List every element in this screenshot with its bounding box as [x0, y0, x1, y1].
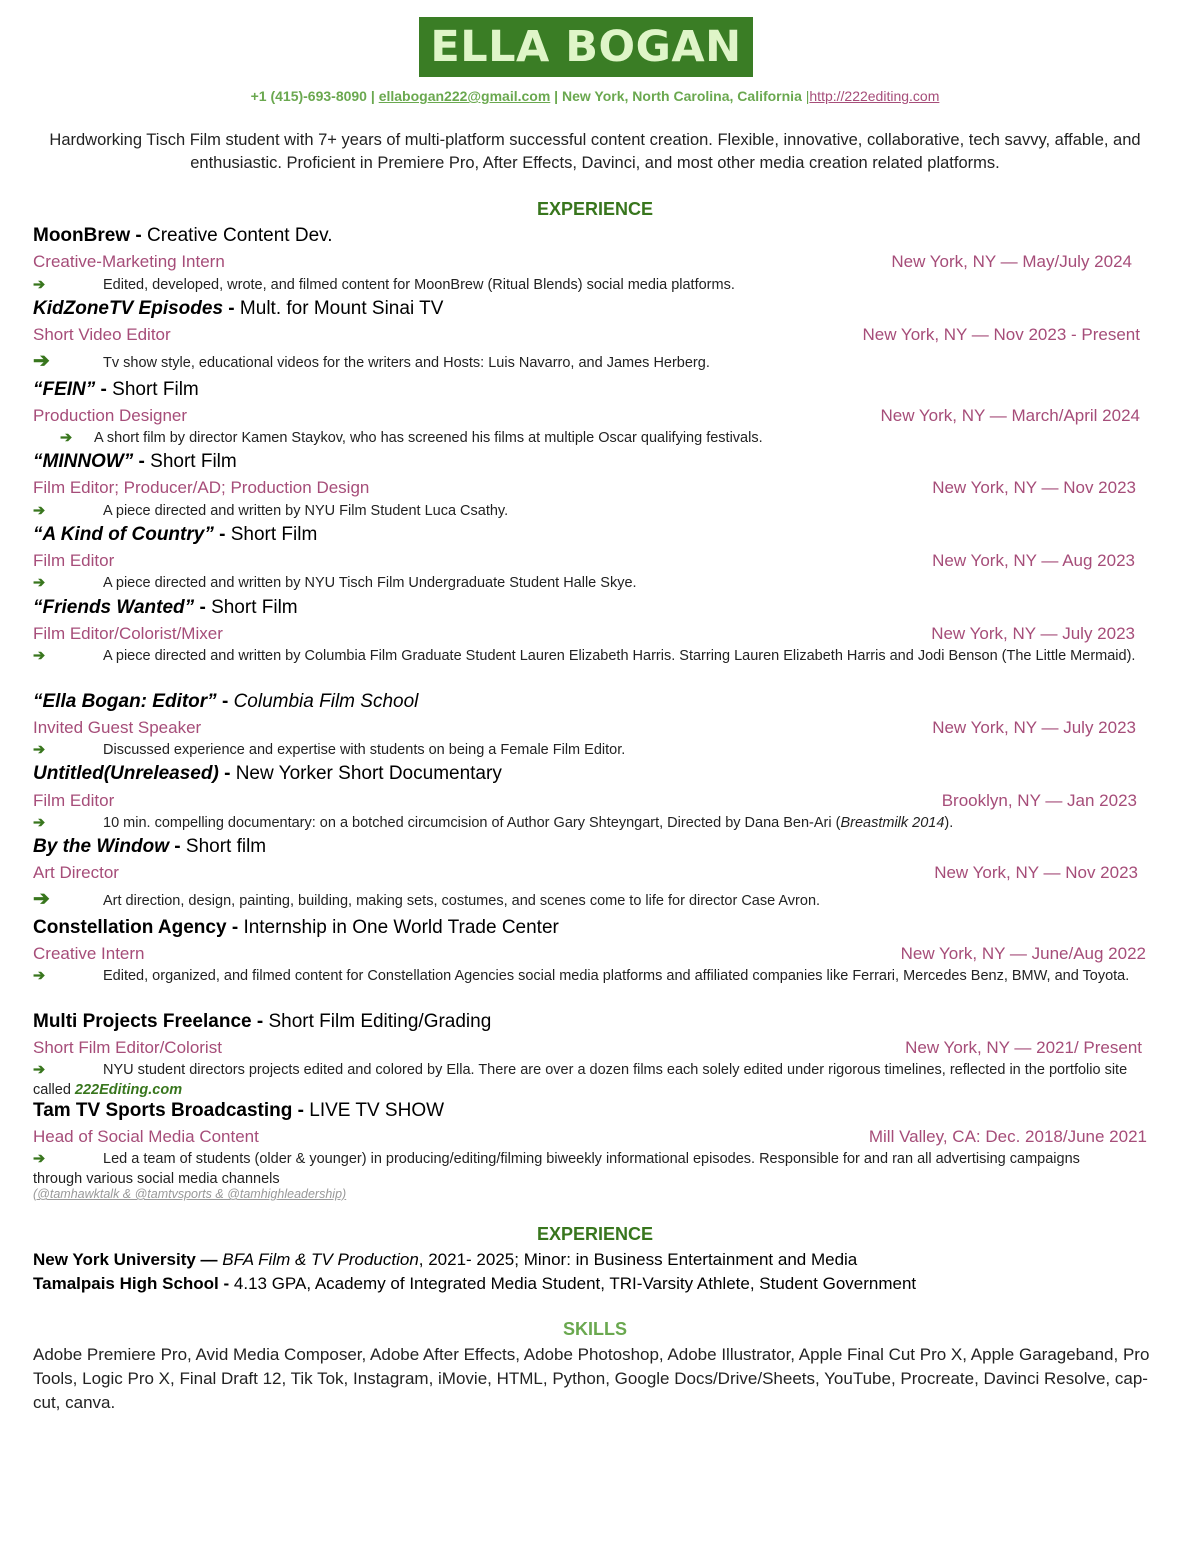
bullet-text: A piece directed and written by Columbia Film Graduate Student Lauren Elizabeth Harris. Starring Lauren Elizabeth Harris and Jodi Benson (The Little Mermaid). [103, 648, 1136, 664]
entry-title [33, 763, 502, 785]
education-heading: EXPERIENCE [536, 1224, 654, 1244]
bullet-text: A short film by director Kamen Staykov, who has screened his films at multiple Oscar qualifying festivals. [94, 430, 763, 446]
entry-dash: - [251, 1011, 269, 1032]
entry-org: Constellation Agency [33, 917, 227, 938]
entry-desc: Columbia Film School [233, 691, 419, 712]
entry-dash: - [95, 379, 113, 400]
entry-when: New York, NY — Nov 2023 [934, 863, 1138, 882]
entry-org: KidZoneTV Episodes [33, 298, 224, 319]
bullet-text: Edited, developed, wrote, and filmed content for MoonBrew (Ritual Blends) social media platforms. [103, 277, 735, 293]
entry-org: “MINNOW” [33, 451, 134, 472]
social-handles-link[interactable]: (@tamhawktalk & @tamtvsports & @tamhighleadership) [33, 1187, 347, 1201]
entry-desc: Short Film [230, 524, 318, 545]
bullet-text: Art direction, design, painting, building, making sets, costumes, and scenes come to life for director Case Avron. [103, 893, 821, 909]
education-item [33, 1274, 916, 1294]
arrow-icon: ➔ [33, 742, 46, 758]
entry-title [33, 691, 418, 713]
education-item [33, 1250, 857, 1270]
entry-title [33, 597, 298, 619]
experience-heading: EXPERIENCE [536, 199, 654, 219]
entry-bullet [33, 1149, 1103, 1189]
bullet-text: A piece directed and written by NYU Film Student Luca Csathy. [103, 503, 509, 519]
skills-list: Adobe Premiere Pro, Avid Media Composer, Adobe After Effects, Adobe Photoshop, Adobe Illustrator, Apple Final Cut Pro X, Apple Garageband, Pro Tools, Logic Pro X, Final Draft 12, Tik Tok, Instagram, iMovie, HTML, Python, Google Docs/Drive/Sheets, YouTube, Procreate, Davinci Resolve, cap-cut, canva. [33, 1345, 1150, 1412]
entry-desc: Internship in One World Trade Center [243, 917, 559, 938]
entry-role: Production Designer [33, 406, 188, 425]
arrow-icon: ➔ [33, 968, 46, 984]
website-link[interactable]: http://222editing.com [809, 88, 940, 104]
entry-dash: - [223, 298, 240, 319]
phone: +1 (415)-693-8090 [250, 88, 367, 104]
entry-org: “Friends Wanted” [33, 597, 195, 618]
separator: | [801, 88, 810, 104]
entry-bullet [33, 966, 1133, 986]
entry-title [33, 524, 317, 546]
bullet-text: Discussed experience and expertise with students on being a Female Film Editor. [103, 742, 626, 758]
education-details: 4.13 GPA, Academy of Integrated Media Student, TRI-Varsity Athlete, Student Government [233, 1274, 917, 1293]
locations: New York, North Carolina, California [562, 88, 802, 104]
entry-when: New York, NY — June/Aug 2022 [900, 944, 1146, 963]
name-banner [419, 17, 753, 77]
entry-org: Tam TV Sports Broadcasting [33, 1100, 293, 1121]
arrow-icon: ➔ [33, 888, 50, 910]
entry-when: New York, NY — March/April 2024 [880, 406, 1140, 425]
entry-bullet [33, 573, 1143, 593]
entry-desc: Mult. for Mount Sinai TV [239, 298, 444, 319]
entry-role: Head of Social Media Content [33, 1127, 259, 1146]
entry-role: Art Director [33, 863, 119, 882]
entry-desc: Creative Content Dev. [147, 225, 333, 246]
entry-title [33, 451, 237, 473]
entry-dash: - [213, 524, 231, 545]
school-name: Tamalpais High School - [33, 1274, 234, 1293]
bullet-text: Edited, organized, and filmed content for Constellation Agencies social media platforms and affiliated companies like Ferrari, Mercedes Benz, BMW, and Toyota. [103, 968, 1130, 984]
entry-desc: Short Film [150, 451, 237, 472]
entry-org: Multi Projects Freelance [33, 1011, 252, 1032]
entry-desc: Short Film [211, 597, 298, 618]
entry-role: Creative Intern [33, 944, 145, 963]
bullet-text-end: ). [944, 815, 954, 831]
entry-bullet [33, 740, 1143, 760]
entry-dash: - [169, 836, 186, 857]
entry-dash: - [218, 763, 236, 784]
entry-role: Short Video Editor [33, 325, 171, 344]
candidate-name: ELLA BOGAN [430, 22, 742, 72]
entry-role: Creative-Marketing Intern [33, 252, 225, 271]
entry-bullet [33, 275, 1143, 295]
separator: | [550, 88, 562, 104]
entry-bullet [33, 501, 1143, 521]
entry-title [33, 1011, 491, 1033]
arrow-icon: ➔ [33, 350, 50, 372]
arrow-icon: ➔ [33, 277, 46, 293]
bullet-text: Tv show style, educational videos for the writers and Hosts: Luis Navarro, and James Herberg. [103, 355, 710, 371]
entry-title [33, 917, 559, 939]
entry-role: Film Editor/Colorist/Mixer [33, 624, 223, 643]
entry-dash: - [216, 691, 234, 712]
entry-bullet [33, 646, 1148, 666]
entry-when: New York, NY — July 2023 [932, 718, 1136, 737]
entry-org: By the Window [33, 836, 169, 857]
entry-desc: Short Film [112, 379, 199, 400]
entry-desc: New Yorker Short Documentary [235, 763, 502, 784]
bullet-text: Led a team of students (older & younger) in producing/editing/filming biweekly informational episodes. Responsible for and ran all advertising campaigns through various social media channels [33, 1151, 1080, 1187]
entry-dash: - [194, 597, 212, 618]
entry-title [33, 1100, 444, 1122]
entry-dash: - [226, 917, 244, 938]
contact-line [0, 88, 1190, 104]
entry-role: Short Film Editor/Colorist [33, 1038, 222, 1057]
entry-when: New York, NY — May/July 2024 [891, 252, 1132, 271]
arrow-icon: ➔ [33, 815, 46, 831]
entry-title [33, 379, 199, 401]
bullet-emphasis: Breastmilk 2014 [840, 815, 945, 831]
entry-role: Film Editor [33, 551, 115, 570]
entry-when: New York, NY — July 2023 [931, 624, 1135, 643]
school-name: New York University — [33, 1250, 223, 1269]
entry-role: Invited Guest Speaker [33, 718, 202, 737]
email-link[interactable]: ellabogan222@gmail.com [378, 88, 551, 104]
entry-when: New York, NY — Aug 2023 [932, 551, 1135, 570]
entry-when: New York, NY — Nov 2023 [932, 478, 1136, 497]
entry-org: “Ella Bogan: Editor” [33, 691, 217, 712]
bullet-text: A piece directed and written by NYU Tisch Film Undergraduate Student Halle Skye. [103, 575, 637, 591]
entry-when: Mill Valley, CA: Dec. 2018/June 2021 [868, 1127, 1147, 1146]
entry-desc: Short Film Editing/Grading [268, 1011, 492, 1032]
entry-dash: - [130, 225, 147, 246]
entry-title [33, 836, 266, 858]
entry-role: Film Editor [33, 791, 115, 810]
arrow-icon: ➔ [33, 1151, 46, 1167]
skills-heading: SKILLS [562, 1319, 627, 1339]
arrow-icon: ➔ [33, 503, 46, 519]
entry-org: “A Kind of Country” [33, 524, 214, 545]
entry-bullet [60, 428, 1170, 448]
entry-desc: LIVE TV SHOW [309, 1100, 445, 1121]
entry-dash: - [292, 1100, 310, 1121]
entry-title [33, 298, 443, 320]
bullet-text: NYU student directors projects edited and colored by Ella. There are over a dozen films each solely edited under rigorous timelines, reflected in the portfolio site called [33, 1062, 1128, 1098]
education-details: , 2021- 2025; Minor: in Business Entertainment and Media [418, 1250, 858, 1269]
arrow-icon: ➔ [33, 648, 46, 664]
arrow-icon: ➔ [33, 1062, 46, 1078]
arrow-icon: ➔ [33, 575, 46, 591]
entry-dash: - [133, 451, 151, 472]
entry-org: “FEIN” [33, 379, 96, 400]
summary: Hardworking Tisch Film student with 7+ years of multi-platform successful content creation. Flexible, innovative, collaborative, tech savvy, affable, and enthusiastic. Proficient in Premiere Pro, After Effects, Davinci, and most other media creation related platforms. [49, 131, 1141, 172]
entry-when: New York, NY — Nov 2023 - Present [862, 325, 1140, 344]
entry-role: Film Editor; Producer/AD; Production Design [33, 478, 370, 497]
bullet-text: 10 min. compelling documentary: on a botched circumcision of Author Gary Shteyngart, Directed by Dana Ben-Ari ( [103, 815, 841, 831]
entry-org: Untitled(Unreleased) [33, 763, 219, 784]
entry-title [33, 225, 333, 247]
entry-when: Brooklyn, NY — Jan 2023 [941, 791, 1137, 810]
portfolio-link[interactable]: 222Editing.com [74, 1082, 183, 1098]
separator: | [366, 88, 379, 104]
entry-org: MoonBrew [33, 225, 131, 246]
entry-desc: Short film [185, 836, 267, 857]
entry-when: New York, NY — 2021/ Present [905, 1038, 1142, 1057]
entry-bullet [33, 889, 1143, 911]
entry-bullet [33, 813, 1143, 833]
arrow-icon: ➔ [60, 430, 73, 446]
entry-bullet [33, 351, 1143, 373]
degree: BFA Film & TV Production [222, 1250, 419, 1269]
entry-bullet [33, 1060, 1133, 1100]
